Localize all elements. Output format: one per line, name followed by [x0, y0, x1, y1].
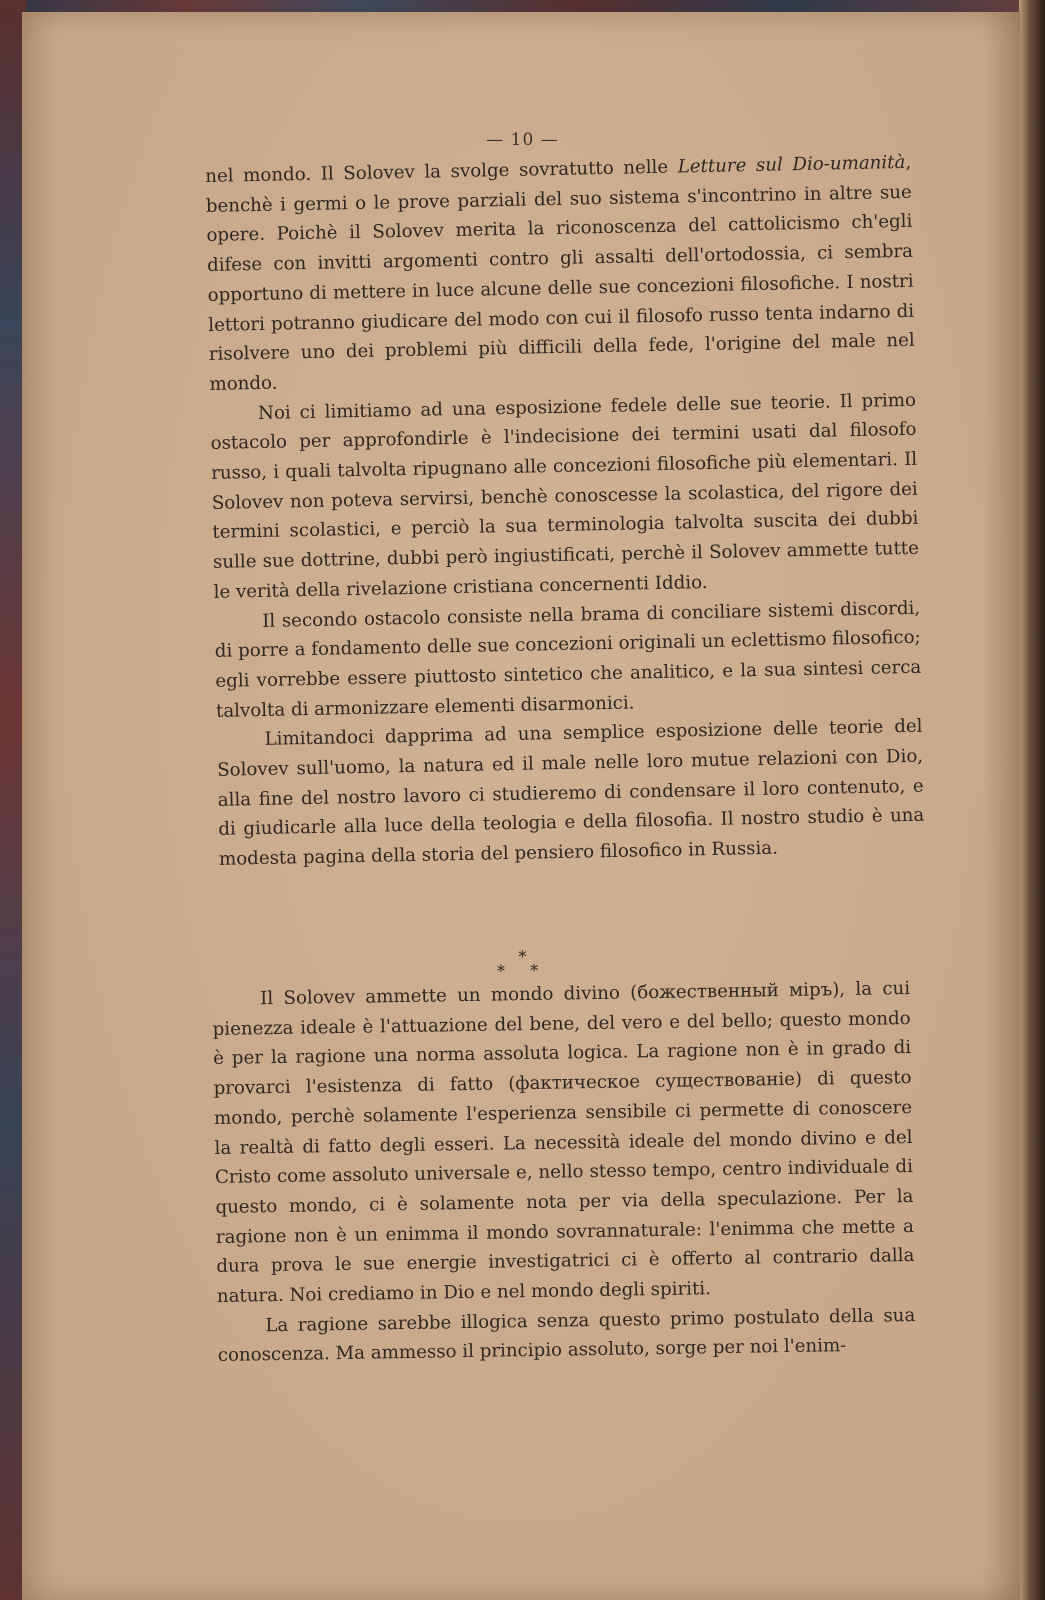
paragraph-2: Noi ci limitiamo ad una esposizione fedele delle sue teorie. Il primo ostacolo per approfondirle è l'indecisione dei termini usati dal filosofo russo, i quali talvolta ripugnano alle concezioni filosofiche più elementari. Il Solovev non poteva servirsi, benchè conoscesse la scolastica, del rigore dei termini scolastici, e perciò la sua terminologia talvolta suscita dei dubbi sulle sue dottrine, dubbi però ingiustificati, perchè il Solovev ammette tutte le verità della rivelazione cristiana concernenti Iddio. [210, 389, 920, 603]
text-block-lower [212, 974, 916, 1371]
paragraph-5: Il Solovev ammette un mondo divino (божественный міръ), la cui pienezza ideale è l'attuazione del bene, del vero e del bello; questo mondo è per la ragione una norma assoluta logica. La ragione non è in grado di provarci l'esistenza di fatto (фактическое существованіе) di questo mondo, perchè solamente l'esperienza sensibile ci permette di conoscere la realtà di fatto degli esseri. La necessità ideale del mondo divino e del Cristo come assoluto universale e, nello stesso tempo, centro individuale di questo mondo, ci è solamente nota per via della speculazione. Per la ragione non è un enimma il mondo sovrannaturale: l'enimma che mette a dura prova le sue energie investigatrici ci è offerto al contrario dalla natura. Noi crediamo in Dio e nel mondo degli spiriti. [212, 978, 915, 1307]
page-number: — 10 — [486, 130, 559, 150]
paragraph-1-end: , benchè i germi o le prove parziali del suo sistema s'incontrino in altre sue opere. Poichè il Solovev merita la riconoscenza del cattolicismo ch'egli difese con invitti argomenti contro gli assalti dell'ortodossia, ci sembra opportuno di mettere in luce alcune delle sue concezioni filosofiche. I nostri lettori potranno giudicare del modo con cui il filosofo russo tenta indarno di risolvere uno dei problemi più difficili della fede, l'origine del male nel mondo. [205, 151, 915, 395]
asterism-top-star: * [518, 946, 527, 967]
asterism-bottom-stars: * * [496, 960, 549, 981]
paragraph-1 [205, 148, 916, 400]
paragraph-1-start: nel mondo. Il Solovev la svolge sovratutto nelle [205, 156, 678, 187]
paragraph-4: Limitandoci dapprima ad una semplice esposizione delle teorie del Solovev sull'uomo, la natura ed il male nelle loro mutue relazioni con Dio, alla fine del nostro lavoro ci studieremo di condensare il loro contenuto, e di giudicarle alla luce della teologia e della filosofia. Il nostro studio è una modesta pagina della storia del pensiero filosofico in Russia. [217, 716, 925, 871]
paragraph-3: Il secondo ostacolo consiste nella brama di conciliare sistemi discordi, di porre a fondamento delle sue concezioni originali un eclettismo filosofico; egli vorrebbe essere piuttosto sintetico che analitico, e la sua sintesi cerca talvolta di armonizzare elementi disarmonici. [214, 597, 922, 722]
book-title-italic: Letture sul Dio-umanità [677, 151, 906, 178]
text-block-upper [205, 148, 925, 875]
book-right-edge [1019, 0, 1045, 1600]
paragraph-6: La ragione sarebbe illogica senza questo primo postulato della sua conoscenza. Ma ammesso il principio assoluto, sorge per noi l'enim- [217, 1304, 916, 1367]
